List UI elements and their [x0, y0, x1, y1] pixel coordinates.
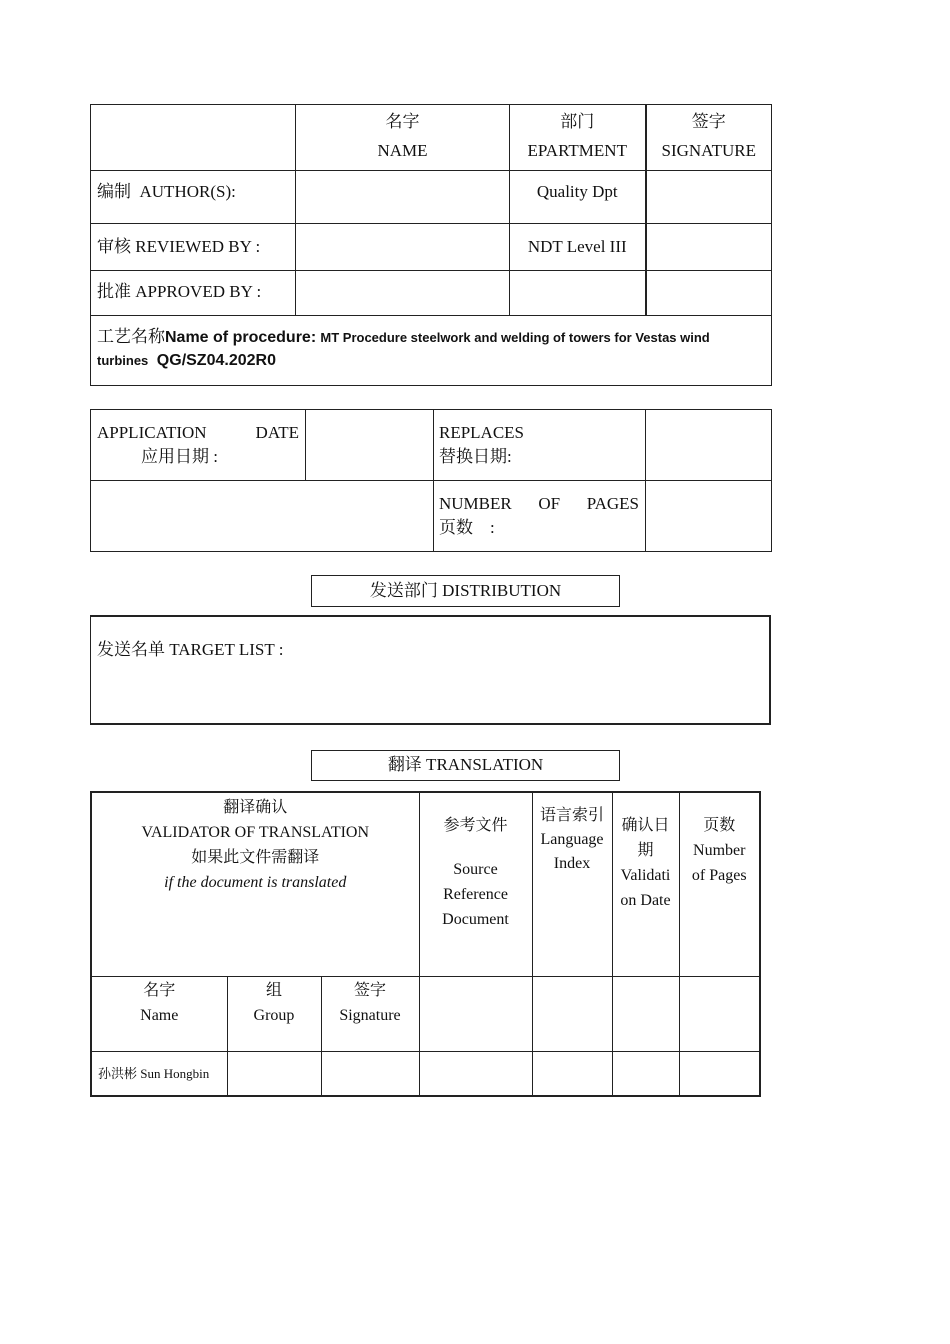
- header-dept-en: EPARTMENT: [527, 141, 627, 160]
- header-sign-en: SIGNATURE: [661, 141, 756, 160]
- approval-header-empty: [91, 105, 296, 171]
- translator-signature-value[interactable]: [321, 1051, 419, 1096]
- row-validation-date-value[interactable]: [612, 1051, 679, 1096]
- translator-signature-header: 签字 Signature: [321, 976, 419, 1051]
- procedure-label-en: Name of procedure:: [165, 329, 317, 346]
- approved-name-field[interactable]: [296, 271, 510, 316]
- reviewed-label: 审核 REVIEWED BY :: [91, 224, 296, 271]
- procedure-title-cont: turbines: [97, 353, 149, 368]
- procedure-code: QG/SZ04.202R0: [156, 352, 276, 369]
- language-index-header: 语言索引 Language Index: [532, 792, 612, 976]
- procedure-name-cell: [91, 316, 772, 386]
- procedure-title: MT Procedure steelwork and welding of towers for Vestas wind: [320, 330, 710, 345]
- row-language-index-value[interactable]: [532, 1051, 612, 1096]
- validation-date-header: 确认日 期 Validati on Date: [612, 792, 679, 976]
- author-dept: Quality Dpt: [510, 171, 646, 224]
- header-name-cell: [296, 105, 510, 171]
- translation-title: 翻译 TRANSLATION: [387, 755, 544, 774]
- validator-header: 翻译确认 VALIDATOR OF TRANSLATION 如果此文件需翻译 if the document is translated: [91, 792, 419, 976]
- language-index-cell[interactable]: [532, 976, 612, 1051]
- reviewed-dept: NDT Level III: [510, 224, 646, 271]
- approved-signature-field[interactable]: [646, 271, 772, 316]
- approval-table: [90, 104, 772, 386]
- procedure-label-cn: 工艺名称: [97, 327, 165, 346]
- author-signature-field[interactable]: [646, 171, 772, 224]
- translation-title-box: [311, 750, 620, 781]
- source-reference-header: 参考文件 Source Reference Document: [419, 792, 532, 976]
- reviewed-signature-field[interactable]: [646, 224, 772, 271]
- number-of-pages-header: 页数 Number of Pages: [679, 792, 760, 976]
- number-of-pages-field[interactable]: [646, 481, 772, 552]
- translator-name-header: 名字 Name: [91, 976, 227, 1051]
- header-name-cn: 名字: [385, 112, 420, 131]
- header-sign-cn: 签字: [691, 112, 726, 131]
- translator-name-value: 孙洪彬 Sun Hongbin: [91, 1051, 227, 1096]
- application-date-label: APPLICATION DATE 应用日期 :: [91, 410, 306, 481]
- row-number-of-pages-value[interactable]: [679, 1051, 760, 1096]
- source-reference-cell[interactable]: [419, 976, 532, 1051]
- header-sign-cell: [646, 105, 772, 171]
- translation-table: [90, 791, 761, 1097]
- author-name-field[interactable]: [296, 171, 510, 224]
- translator-group-value[interactable]: [227, 1051, 321, 1096]
- validation-date-cell[interactable]: [612, 976, 679, 1051]
- distribution-title: 发送部门 DISTRIBUTION: [369, 581, 562, 600]
- dates-empty-cell: [91, 481, 434, 552]
- target-list-label: 发送名单 TARGET LIST :: [97, 640, 284, 659]
- header-name-en: NAME: [377, 141, 428, 160]
- application-date-field[interactable]: [306, 410, 434, 481]
- replaces-field[interactable]: [646, 410, 772, 481]
- header-dept-cn: 部门: [560, 112, 595, 131]
- approved-label: 批准 APPROVED BY :: [91, 271, 296, 316]
- target-list-box: [90, 615, 771, 725]
- header-dept-cell: [510, 105, 646, 171]
- number-of-pages-label: NUMBER OF PAGES 页数 :: [434, 481, 646, 552]
- number-of-pages-cell[interactable]: [679, 976, 760, 1051]
- approved-dept: [510, 271, 646, 316]
- replaces-label: REPLACES 替换日期:: [434, 410, 646, 481]
- row-source-reference-value[interactable]: [419, 1051, 532, 1096]
- reviewed-name-field[interactable]: [296, 224, 510, 271]
- distribution-title-box: [311, 575, 620, 607]
- dates-table: [90, 409, 772, 552]
- author-label: 编制 AUTHOR(S):: [91, 171, 296, 224]
- translator-group-header: 组 Group: [227, 976, 321, 1051]
